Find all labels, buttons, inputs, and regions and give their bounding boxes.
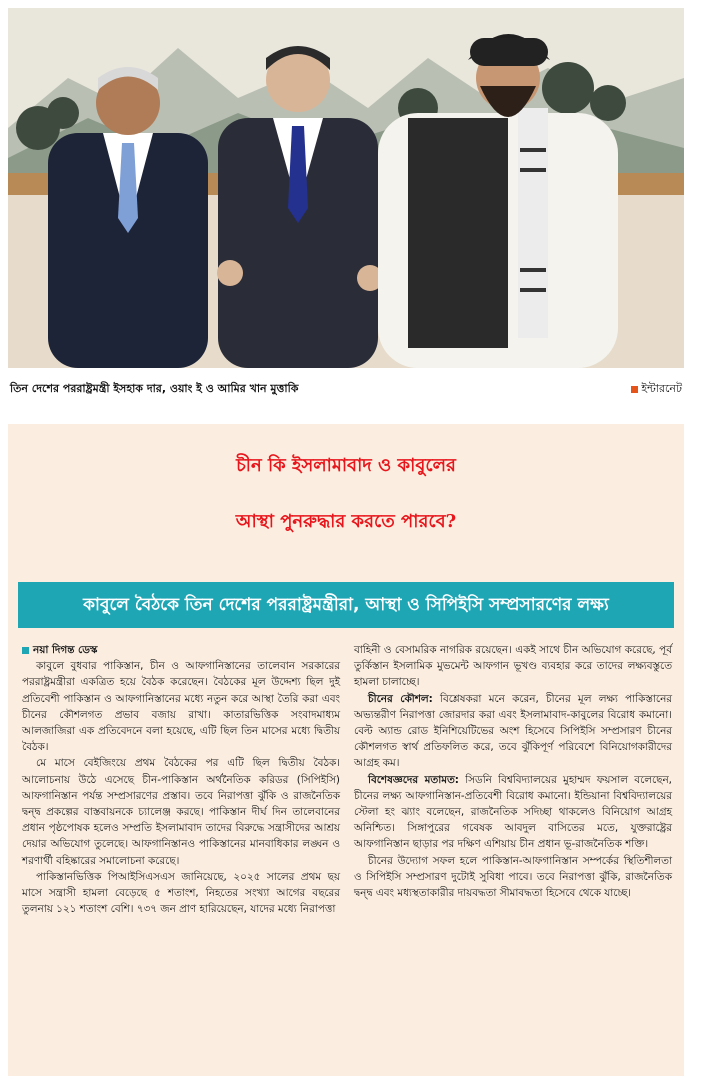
paragraph [354,691,672,772]
photo-credit [631,380,682,399]
article-column-right [354,642,672,901]
photo-illustration [8,8,684,368]
paragraph-body: বিশ্লেষকরা মনে করেন, চীনের মূল লক্ষ্য পাকিস্তানের অভ্যন্তরীণ নিরাপত্তা জোরদার করা এবং ইসলামাবাদ-কাবুলের বিরোধ কমানো। বেল্ট অ্যান্ড রোড ইনিশিয়েটিভের অংশ হিসেবে সিপিইসি সম্প্রসারণ চীনের কৌশলগত স্বার্থ প্রতিফলিত করে, তবে ঝুঁকিপূর্ণ পরিবেশে বিনিয়োগকারীদের আগ্রহ কম। [354,692,672,770]
paragraph: কাবুলে বুধবার পাকিস্তান, চীন ও আফগানিস্তানের তালেবান সরকারের পররাষ্ট্রমন্ত্রীরা একত্রিত হয়ে বৈঠক করেছেন। বৈঠকের মূল উদ্দেশ্য ছিল দুই প্রতিবেশী পাকিস্তান ও আফগানিস্তানের মধ্যে নতুন করে আস্থা তৈরি করা এবং চীনের কৌশলগত প্রভাব বজায় রাখা। কাতারভিত্তিক সংবাদমাধ্যম আলজাজিরা এক প্রতিবেদনে বলা হয়েছে, এটি ছিল তিন মাসের মধ্যে দ্বিতীয় বৈঠক। [22,660,340,754]
headline-line-2: আস্থা পুনরুদ্ধার করতে পারবে? [235,511,457,532]
headline [8,438,684,550]
article-panel [8,424,684,1076]
paragraph: মে মাসে বেইজিংয়ে প্রথম বৈঠকের পর এটি ছিল দ্বিতীয় বৈঠক। আলোচনায় উঠে এসেছে চীন-পাকিস্তান অর্থনৈতিক করিডর (সিপিইসি) আফগানিস্তান পর্যন্ত সম্প্রসারণের প্রস্তাব। তবে নিরাপত্তা ঝুঁকি ও রাজনৈতিক দ্বন্দ্ব প্রকল্পের বাস্তবায়নকে চ্যালেঞ্জ করছে। পাকিস্তান দীর্ঘ দিন তালেবানের প্রধান পৃষ্ঠপোষক হলেও সম্প্রতি ইসলামাবাদ তাদের বিরুদ্ধে সন্ত্রাসীদের আশ্রয় দেয়ার অভিযোগ তুলেছে। আফগানিস্তানও পাকিস্তানের মানবাধিকার লঙ্ঘন ও শরণার্থী বহিষ্কারের সমালোচনা করেছে। [22,757,340,867]
paragraph [354,772,672,853]
section-lead: বিশেষজ্ঞদের মতামত: [368,773,459,786]
byline [22,642,340,658]
photo-credit-text: ইন্টারনেট [641,382,682,395]
paragraph: পাকিস্তানভিত্তিক পিআইসিএসএস জানিয়েছে, ২০২৫ সালের প্রথম ছয় মাসে সন্ত্রাসী হামলা বেড়েছে ৫ শতাংশ, নিহতের সংখ্যা আগের বছরের তুলনায় ১২১ শতাংশ বেশি। ৭৩৭ জন প্রাণ হারিয়েছেন, যাদের মধ্যে নিরাপত্তা [22,870,340,916]
news-photo [8,8,684,368]
headline-line-1: চীন কি ইসলামাবাদ ও কাবুলের [236,455,456,476]
article-column-left [22,642,340,917]
paragraph-body: সিডনি বিশ্ববিদ্যালয়ের মুহাম্মদ ফয়সাল বলেছেন, চীনের লক্ষ্য আফগানিস্তান-প্রতিবেশী বিরোধ কমানো। ইন্ডিয়ানা বিশ্ববিদ্যালয়ের স্টেলা হং ঝ্যাং বলেছেন, রাজনৈতিক সদিচ্ছা থাকলেও বিনিয়োগ আগ্রহ অনিশ্চিত। সিঙ্গাপুরের গবেষক আবদুল বাসিতের মতে, যুক্তরাষ্ট্রের আফগানিস্তান ছাড়ার পর দক্ষিণ এশিয়ায় চীন প্রধান ভূ-রাজনৈতিক শক্তি। [354,773,672,851]
photo-caption: তিন দেশের পররাষ্ট্রমন্ত্রী ইসহাক দার, ওয়াং ই ও আমির খান মুত্তাকি [10,382,299,395]
credit-marker-icon [631,386,638,393]
section-lead: চীনের কৌশল: [368,692,433,705]
photo-caption-row [10,378,682,398]
subheadline-banner: কাবুলে বৈঠকে তিন দেশের পররাষ্ট্রমন্ত্রীরা, আস্থা ও সিপিইসি সম্প্রসারণের লক্ষ্য [18,582,674,628]
byline-text: নয়া দিগন্ত ডেস্ক [33,644,98,656]
paragraph: বাহিনী ও বেসামরিক নাগরিক রয়েছেন। একই সাথে চীন অভিযোগ করেছে, পূর্ব তুর্কিস্তান ইসলামিক মুভমেন্ট আফগান ভূখণ্ড ব্যবহার করে তাদের লক্ষ্যবস্তুতে হামলা চালাচ্ছে। [354,644,672,689]
paragraph: চীনের উদ্যোগ সফল হলে পাকিস্তান-আফগানিস্তান সম্পর্কের স্থিতিশীলতা ও সিপিইসি সম্প্রসারণ দুটোই সুবিধা পাবে। তবে নিরাপত্তা ঝুঁকি, রাজনৈতিক দ্বন্দ্ব এবং মধ্যস্থতাকারীর দায়বদ্ধতা সীমাবদ্ধতা হিসেবে থেকে যাচ্ছে। [354,854,672,900]
byline-marker-icon [22,647,29,654]
